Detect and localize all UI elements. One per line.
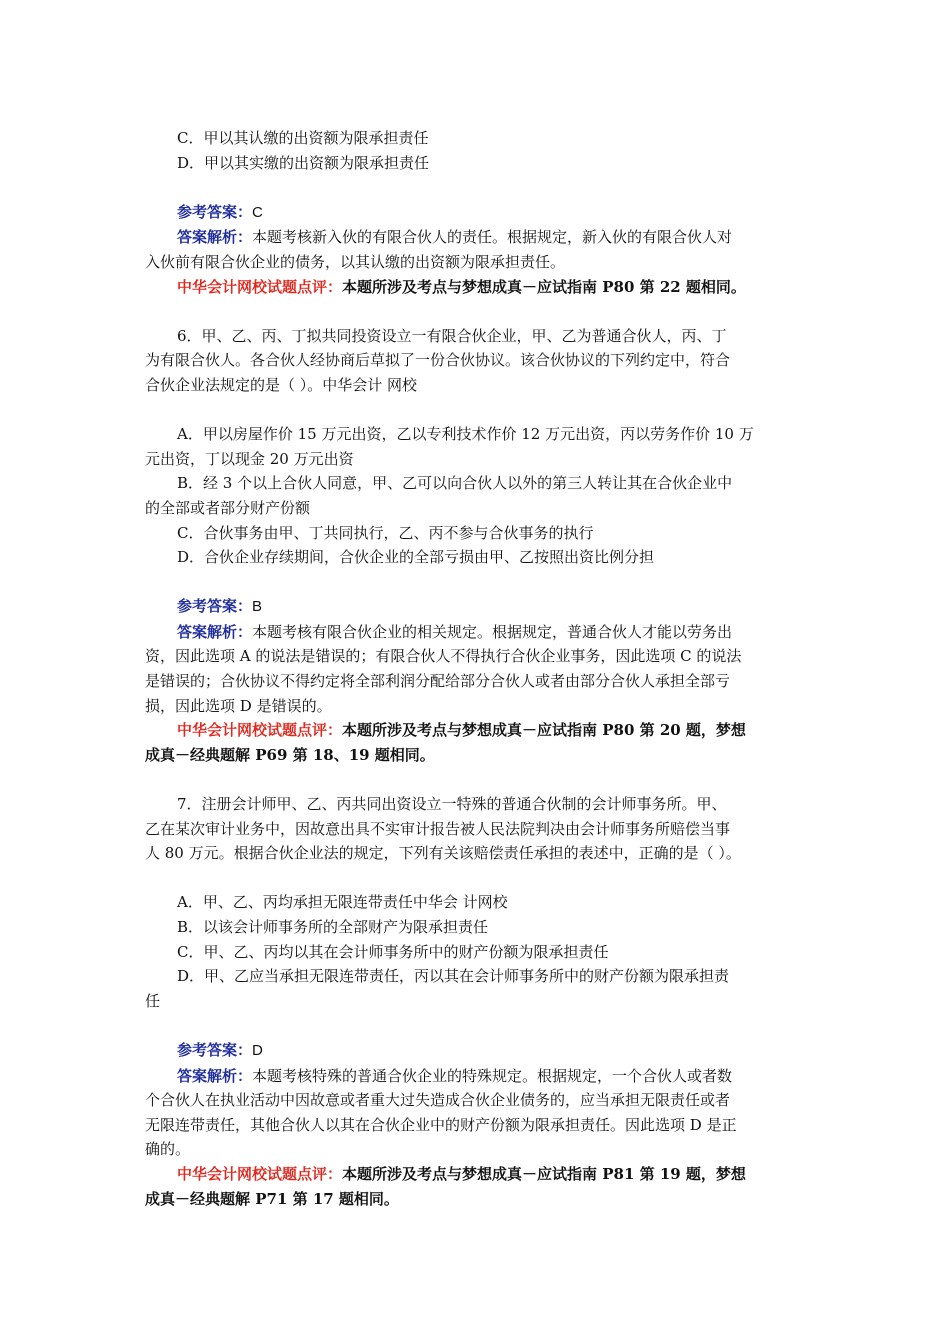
q6-option-a-cont: 元出资，丁以现金 20 万元出资 — [145, 449, 354, 468]
q6-option-a: A．甲以房屋作价 15 万元出资，乙以专利技术作价 12 万元出资，丙以劳务作价 10 万 — [177, 425, 754, 444]
q7-comment-line: 成真－经典题解 P71 第 17 题相同。 — [145, 1189, 399, 1208]
q7-analysis-line: 无限连带责任，其他合伙人以其在合伙企业中的财产份额为限承担责任。因此选项 D 是正 — [145, 1115, 737, 1134]
comment-label: 中华会计网校试题点评： — [177, 277, 343, 296]
q7-option-a: A．甲、乙、丙均承担无限连带责任中华会 计网校 — [177, 893, 508, 912]
q6-analysis-line: 损，因此选项 D 是错误的。 — [145, 696, 332, 715]
q6-stem-line: 合伙企业法规定的是（ ）。中华会计 网校 — [145, 375, 418, 394]
comment-label: 中华会计网校试题点评： — [177, 721, 343, 740]
q7-comment — [145, 1162, 805, 1187]
q6-analysis — [145, 620, 805, 645]
analysis-text: 本题考核新入伙的有限合伙人的责任。根据规定，新入伙的有限合伙人对 — [252, 228, 733, 247]
q7-answer — [145, 1038, 805, 1064]
analysis-text: 本题考核有限合伙企业的相关规定。根据规定，普通合伙人才能以劳务出 — [252, 622, 733, 641]
answer-label: 参考答案： — [177, 1040, 253, 1059]
q6-stem-line: 为有限合伙人。各合伙人经协商后草拟了一份合伙协议。该合伙协议的下列约定中，符合 — [145, 351, 731, 370]
q5-analysis — [145, 225, 805, 250]
q7-stem-line: 乙在某次审计业务中，因故意出具不实审计报告被人民法院判决由会计师事务所赔偿当事 — [145, 819, 731, 838]
answer-label: 参考答案： — [177, 202, 253, 221]
q7-analysis-line: 确的。 — [145, 1140, 191, 1159]
q5-answer — [145, 200, 805, 226]
q5-option-c: C．甲以其认缴的出资额为限承担责任 — [177, 129, 429, 147]
q6-analysis-line: 资，因此选项 A 的说法是错误的；有限合伙人不得执行合伙企业事务，因此选项 C 的说法 — [145, 647, 742, 666]
q7-stem: 7．注册会计师甲、乙、丙共同出资设立一特殊的普通合伙制的会计师事务所。甲、 — [177, 795, 727, 814]
q5-analysis-line: 入伙前有限合伙企业的债务，以其认缴的出资额为限承担责任。 — [145, 252, 566, 271]
q7-option-d: D．甲、乙应当承担无限连带责任，丙以其在会计师事务所中的财产份额为限承担责 — [177, 967, 730, 986]
document-page — [145, 126, 805, 1211]
answer-value: B — [252, 598, 263, 616]
comment-text: 本题所涉及考点与梦想成真－应试指南 P80 第 22 题相同。 — [342, 277, 746, 296]
answer-label: 参考答案： — [177, 597, 253, 616]
analysis-text: 本题考核特殊的普通合伙企业的特殊规定。根据规定，一个合伙人或者数 — [252, 1066, 733, 1085]
q6-option-b: B．经 3 个以上合伙人同意，甲、乙可以向合伙人以外的第三人转让其在合伙企业中 — [177, 474, 733, 493]
comment-text: 本题所涉及考点与梦想成真－应试指南 P81 第 19 题，梦想 — [342, 1164, 746, 1183]
comment-label: 中华会计网校试题点评： — [177, 1164, 343, 1183]
q7-analysis — [145, 1064, 805, 1089]
q6-comment — [145, 718, 805, 743]
analysis-label: 答案解析： — [177, 1066, 253, 1085]
q6-option-c: C．合伙事务由甲、丁共同执行，乙、丙不参与合伙事务的执行 — [177, 523, 594, 542]
q7-option-c: C．甲、乙、丙均以其在会计师事务所中的财产份额为限承担责任 — [177, 942, 609, 961]
q6-comment-line: 成真－经典题解 P69 第 18、19 题相同。 — [145, 745, 435, 764]
q5-comment — [145, 275, 805, 300]
q7-option-b: B．以该会计师事务所的全部财产为限承担责任 — [177, 918, 489, 936]
q5-option-d: D．甲以其实缴的出资额为限承担责任 — [177, 153, 430, 172]
answer-value: C — [252, 203, 263, 221]
q6-answer — [145, 594, 805, 620]
q7-analysis-line: 个合伙人在执业活动中因故意或者重大过失造成合伙企业债务的，应当承担无限责任或者 — [145, 1091, 731, 1110]
q6-option-d: D．合伙企业存续期间，合伙企业的全部亏损由甲、乙按照出资比例分担 — [177, 548, 655, 567]
q6-option-b-cont: 的全部或者部分财产份额 — [145, 498, 311, 517]
comment-text: 本题所涉及考点与梦想成真－应试指南 P80 第 20 题，梦想 — [342, 721, 746, 740]
q7-option-d-cont: 任 — [145, 991, 161, 1010]
analysis-label: 答案解析： — [177, 228, 253, 247]
q6-analysis-line: 是错误的；合伙协议不得约定将全部利润分配给部分合伙人或者由部分合伙人承担全部亏 — [145, 672, 731, 691]
answer-value: D — [252, 1041, 263, 1059]
q7-stem-line: 人 80 万元。根据合伙企业法的规定，下列有关该赔偿责任承担的表述中，正确的是（ ）。 — [145, 844, 741, 863]
q6-stem: 6．甲、乙、丙、丁拟共同投资设立一有限合伙企业，甲、乙为普通合伙人，丙、丁 — [177, 326, 727, 345]
analysis-label: 答案解析： — [177, 622, 253, 641]
